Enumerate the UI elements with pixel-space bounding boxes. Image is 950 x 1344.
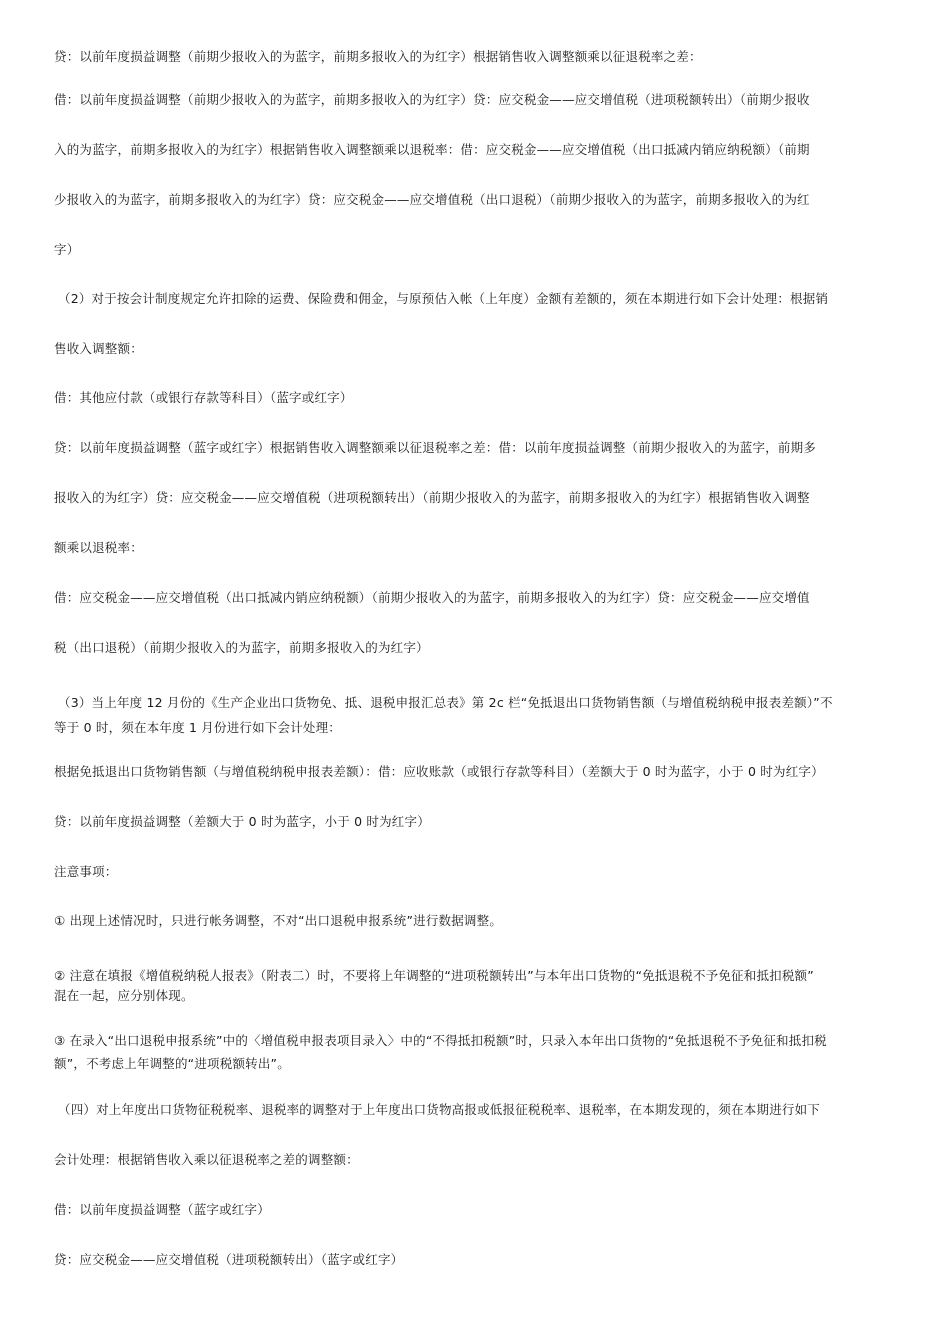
text-line: 会计处理：根据销售收入乘以征退税率之差的调整额： — [54, 1152, 359, 1167]
text-line: 借：其他应付款（或银行存款等科目）（蓝字或红字） — [54, 390, 353, 405]
note-item-1: ① 出现上述情况时，只进行帐务调整，不对“出口退税申报系统”进行数据调整。 — [54, 913, 503, 928]
section-2-heading: （2）对于按会计制度规定允许扣除的运费、保险费和佣金，与原预估入帐（上年度）金额有差额的，须在本期进行如下会计处理：根据销 — [58, 291, 829, 306]
text-line: 贷：应交税金——应交增值税（进项税额转出）（蓝字或红字） — [54, 1252, 404, 1267]
text-line: 贷：以前年度损益调整（前期少报收入的为蓝字，前期多报收入的为红字）根据销售收入调整额乘以征退税率之差： — [54, 49, 702, 64]
section-4-heading: （四）对上年度出口货物征税税率、退税率的调整对于上年度出口货物高报或低报征税税率、退税率，在本期发现的，须在本期进行如下 — [58, 1102, 821, 1117]
text-line: 售收入调整额： — [54, 341, 143, 356]
text-line: 借：以前年度损益调整（前期少报收入的为蓝字，前期多报收入的为红字）贷：应交税金——应交增值税（进项税额转出）（前期少报收 — [54, 92, 810, 107]
text-line: 字） — [54, 242, 80, 257]
note-item-3: ③ 在录入“出口退税申报系统”中的〈增值税申报表项目录入〉中的“不得抵扣税额”时，只录入本年出口货物的“免抵退税不予免征和抵扣税 — [54, 1033, 827, 1048]
text-line: 报收入的为红字）贷：应交税金——应交增值税（进项税额转出）（前期少报收入的为蓝字，前期多报收入的为红字）根据销售收入调整 — [54, 490, 810, 505]
text-line: 贷：以前年度损益调整（差额大于 0 时为蓝字，小于 0 时为红字） — [54, 814, 430, 829]
note-item-2: ② 注意在填报《增值税纳税人报表》（附表二）时，不要将上年调整的“进项税额转出”与本年出口货物的“免抵退税不予免征和抵扣税额” — [54, 968, 814, 983]
text-line: 入的为蓝字，前期多报收入的为红字）根据销售收入调整额乘以退税率：借：应交税金——应交增值税（出口抵减内销应纳税额）（前期 — [54, 142, 810, 157]
text-line: 借：以前年度损益调整（蓝字或红字） — [54, 1202, 270, 1217]
text-line: 额乘以退税率： — [54, 540, 143, 555]
text-line: 根据免抵退出口货物销售额（与增值税纳税申报表差额）：借：应收账款（或银行存款等科目）（差额大于 0 时为蓝字，小于 0 时为红字） — [54, 764, 824, 779]
text-line: 等于 0 时，须在本年度 1 月份进行如下会计处理： — [54, 720, 342, 735]
text-line: 税（出口退税）（前期少报收入的为蓝字，前期多报收入的为红字） — [54, 640, 429, 655]
text-line: 借：应交税金——应交增值税（出口抵减内销应纳税额）（前期少报收入的为蓝字，前期多报收入的为红字）贷：应交税金——应交增值 — [54, 590, 810, 605]
text-line: 贷：以前年度损益调整（蓝字或红字）根据销售收入调整额乘以征退税率之差：借：以前年度损益调整（前期少报收入的为蓝字，前期多 — [54, 440, 817, 455]
notes-heading: 注意事项： — [54, 864, 118, 879]
text-line: 混在一起，应分别体现。 — [54, 988, 194, 1003]
text-line: 少报收入的为蓝字，前期多报收入的为红字）贷：应交税金——应交增值税（出口退税）（前期少报收入的为蓝字，前期多报收入的为红 — [54, 192, 810, 207]
section-3-heading: （3）当上年度 12 月份的《生产企业出口货物免、抵、退税申报汇总表》第 2c 栏“免抵退出口货物销售额（与增值税纳税申报表差额）”不 — [58, 695, 833, 710]
text-line: 额”，不考虑上年调整的“进项税额转出”。 — [54, 1056, 290, 1071]
